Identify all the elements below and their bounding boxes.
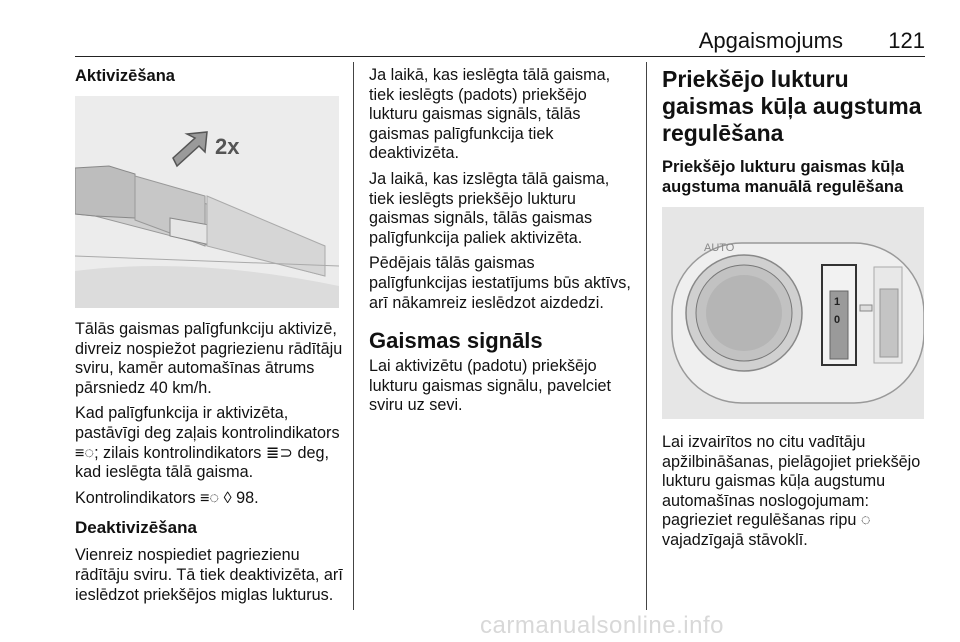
level-0-label: 0: [834, 314, 841, 326]
paragraph: Ja laikā, kas ieslēgta tālā gaisma, tiek ieslēgts (padots) priekšējo lukturu gaismas signāls, tālās gaismas palīgfunkcija tiek deaktivizēta.: [369, 66, 611, 163]
paragraph: Vienreiz nospiediet pagriezienu rādītāju sviru. Tā tiek deaktivizēta, arī ieslēdzot priekšējos miglas lukturus.: [75, 546, 343, 604]
page-number: 121: [888, 28, 925, 53]
heading-deactivation: Deaktivizēšana: [75, 518, 197, 538]
paragraph: Kontrolindikators ≡◌ ◊ 98.: [75, 488, 259, 507]
level-1-label: 1: [834, 296, 841, 308]
heading-headlight-range: Priekšējo lukturu gaismas kūļa augstuma regulēšana: [662, 66, 922, 146]
column-divider: [353, 62, 354, 610]
auto-label: AUTO: [704, 242, 735, 254]
heading-activation: Aktivizēšana: [75, 67, 175, 85]
column-1: [75, 66, 345, 611]
stalk-figure: [75, 96, 339, 308]
column-3: [662, 66, 927, 557]
turn-signal-stalk-illustration: [75, 96, 339, 308]
column-2: [369, 66, 637, 422]
heading-manual-range: Priekšējo lukturu gaismas kūļa augstuma manuālā regulēšana: [662, 158, 905, 196]
page-header: [75, 28, 925, 58]
paragraph: Lai izvairītos no citu vadītāju apžilbināšanas, pielāgojiet priekšējo lukturu gaismas kūļa augstumu automašīnas noslogojumam: pagrieziet regulēšanas ripu ◌ vajadzīgajā stāvoklī.: [662, 433, 921, 549]
paragraph: Kad palīgfunkcija ir aktivizēta, pastāvīgi deg zaļais kontrolindikators ≡◌; zilais kontrolindikators ≣⊃ deg, kad ieslēgta tālā gaisma.: [75, 404, 340, 482]
paragraph: Lai aktivizētu (padotu) priekšējo lukturu gaismas signālu, pavelciet sviru uz sevi.: [369, 357, 612, 415]
paragraph: Ja laikā, kas izslēgta tālā gaisma, tiek ieslēgts priekšējo lukturu gaismas signāls, tālās gaismas palīgfunkcija paliek aktivizēta.: [369, 169, 610, 247]
light-switch-illustration: [662, 207, 924, 419]
section-title: Apgaismojums: [698, 28, 843, 53]
press-twice-label: 2x: [215, 134, 240, 159]
light-switch-figure: [662, 207, 924, 419]
paragraph: Tālās gaismas palīgfunkciju aktivizē, divreiz nospiežot pagriezienu rādītāju sviru, kamēr automašīnas ātrums pārsniedz 40 km/h.: [75, 320, 343, 397]
header-rule: [75, 56, 925, 57]
heading-headlight-flash: Gaismas signāls: [369, 328, 543, 354]
paragraph: Pēdējais tālās gaismas palīgfunkcijas iestatījums būs aktīvs, arī nākamreiz ieslēdzot aizdedzi.: [369, 254, 631, 312]
watermark: carmanualsonline.info: [480, 612, 724, 639]
column-divider: [646, 62, 647, 610]
